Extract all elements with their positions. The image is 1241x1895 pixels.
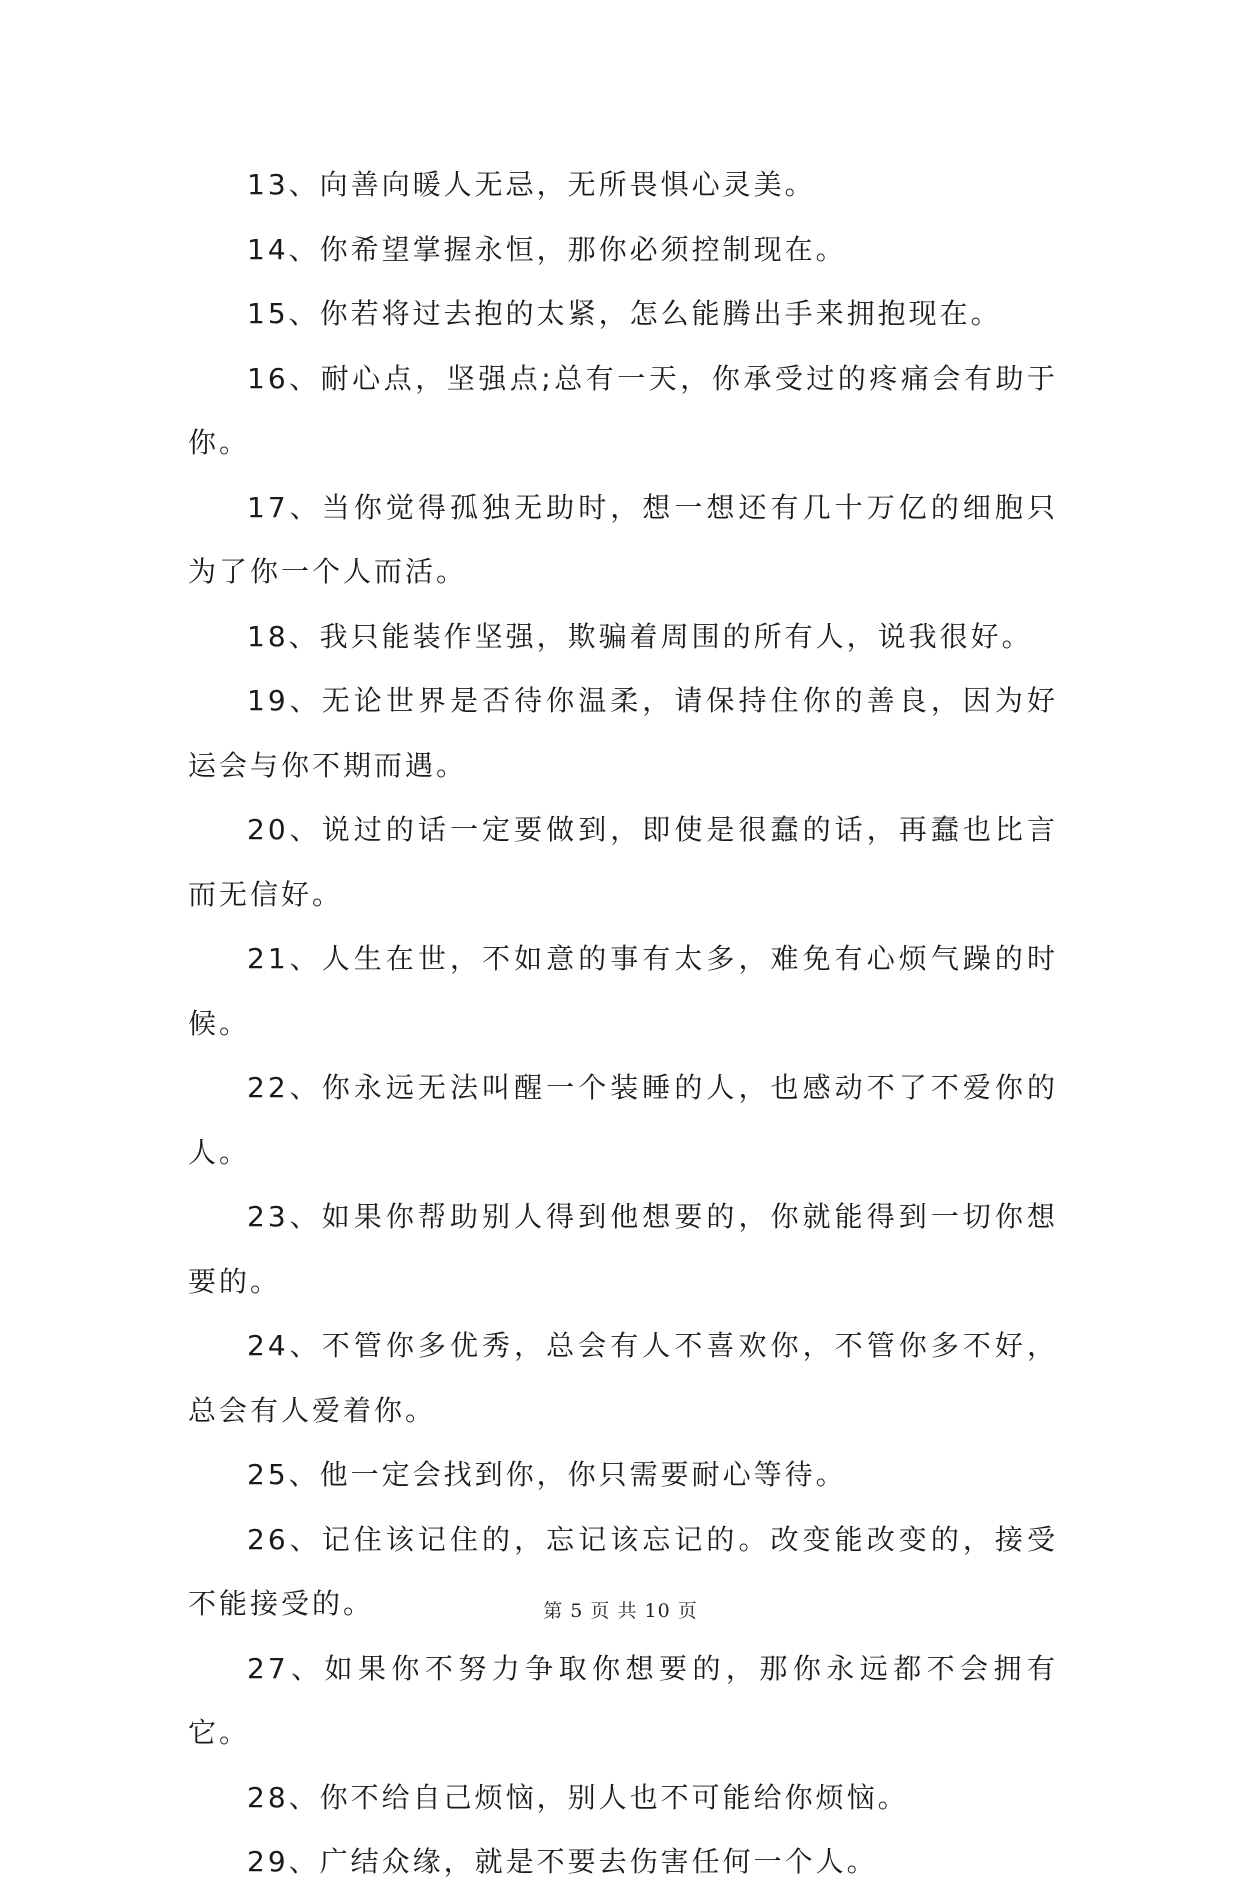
- page-footer: 第 5 页 共 10 页: [543, 1600, 698, 1622]
- paragraph-24: 24、不管你多优秀，总会有人不喜欢你，不管你多不好，总会有人爱着你。: [188, 1329, 1058, 1427]
- paragraph-18: 18、我只能装作坚强，欺骗着周围的所有人，说我很好。: [247, 619, 1033, 653]
- paragraph-15: 15、你若将过去抱的太紧，怎么能腾出手来拥抱现在。: [247, 297, 1002, 330]
- paragraph-21: 21、人生在世，不如意的事有太多，难免有心烦气躁的时候。: [188, 942, 1058, 1040]
- paragraph-14: 14、你希望掌握永恒，那你必须控制现在。: [247, 232, 847, 266]
- paragraph-22: 22、你永远无法叫醒一个装睡的人，也感动不了不爱你的人。: [188, 1071, 1058, 1169]
- paragraph-13: 13、向善向暖人无忌，无所畏惧心灵美。: [247, 168, 816, 201]
- paragraph-27: 27、如果你不努力争取你想要的，那你永远都不会拥有它。: [188, 1651, 1058, 1749]
- paragraph-23: 23、如果你帮助别人得到他想要的，你就能得到一切你想要的。: [188, 1200, 1058, 1298]
- paragraph-26: 26、记住该记住的，忘记该忘记的。改变能改变的，接受不能接受的。: [188, 1522, 1058, 1620]
- paragraph-28: 28、你不给自己烦恼，别人也不可能给你烦恼。: [247, 1780, 909, 1814]
- paragraph-19: 19、无论世界是否待你温柔，请保持住你的善良，因为好运会与你不期而遇。: [188, 684, 1058, 782]
- paragraph-25: 25、他一定会找到你，你只需要耐心等待。: [247, 1458, 847, 1491]
- paragraph-29: 29、广结众缘，就是不要去伤害任何一个人。: [247, 1845, 878, 1878]
- document-body: [188, 153, 1058, 1895]
- paragraph-17: 17、当你觉得孤独无助时，想一想还有几十万亿的细胞只为了你一个人而活。: [188, 490, 1058, 588]
- paragraph-20: 20、说过的话一定要做到，即使是很蠢的话，再蠢也比言而无信好。: [188, 813, 1058, 911]
- paragraph-16: 16、耐心点，坚强点;总有一天，你承受过的疼痛会有助于你。: [188, 361, 1058, 459]
